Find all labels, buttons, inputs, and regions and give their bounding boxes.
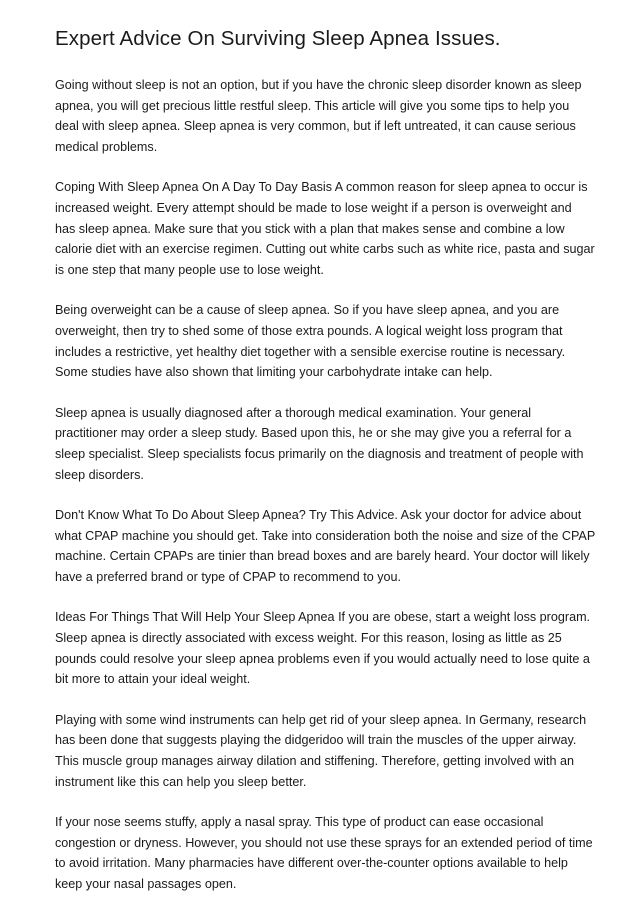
document-title: Expert Advice On Surviving Sleep Apnea Issues. bbox=[55, 27, 501, 50]
paragraph-overweight: Being overweight can be a cause of sleep apnea. So if you have sleep apnea, and you are overweight, then try to shed some of those extra pounds. A logical weight loss program that includes a restrictive, yet healthy diet together with a sensible exercise routine is necessary. Some studies have also shown that limiting your carbohydrate intake can help. bbox=[55, 303, 566, 380]
paragraph-coping: Coping With Sleep Apnea On A Day To Day Basis A common reason for sleep apnea to occur is increased weight. Every attempt should be made to lose weight if a person is overweight and has sleep apnea. Make sure that you stick with a plan that makes sense and combine a low calorie diet with an exercise regimen. Cutting out white carbs such as white rice, pasta and sugar is one step that many people use to lose weight. bbox=[55, 180, 595, 277]
paragraph-diagnosis: Sleep apnea is usually diagnosed after a thorough medical examination. Your general practitioner may order a sleep study. Based upon this, he or she may give you a referral for a sleep specialist. Sleep specialists focus primarily on the diagnosis and treatment of people with sleep disorders. bbox=[55, 405, 584, 482]
paragraph-intro: Going without sleep is not an option, but if you have the chronic sleep disorder known as sleep apnea, you will get precious little restful sleep. This article will give you some tips to help you deal with sleep apnea. Sleep apnea is very common, but if left untreated, it can cause serious medical problems. bbox=[55, 78, 582, 154]
paragraph-cpap: Don't Know What To Do About Sleep Apnea? Try This Advice. Ask your doctor for advice about what CPAP machine you should get. Take into consideration both the noise and size of the CPAP machine. Certain CPAPs are tinier than bread boxes and are barely heard. Your doctor will likely have a preferred brand or type of CPAP to recommend to you. bbox=[55, 508, 596, 584]
document-page bbox=[55, 24, 595, 915]
paragraph-nasal-spray: If your nose seems stuffy, apply a nasal spray. This type of product can ease occasional congestion or dryness. However, you should not use these sprays for an extended period of time to avoid irritation. Many pharmacies have different over-the-counter options available to help keep your nasal passages open. bbox=[55, 815, 593, 891]
paragraph-wind-instruments: Playing with some wind instruments can help get rid of your sleep apnea. In Germany, research has been done that suggests playing the didgeridoo will train the muscles of the upper airway. This muscle group manages airway dilation and stiffening. Therefore, getting involved with an instrument like this can help you sleep better. bbox=[55, 712, 587, 789]
paragraph-weight-loss: Ideas For Things That Will Help Your Sleep Apnea If you are obese, start a weight loss program. Sleep apnea is directly associated with excess weight. For this reason, losing as little as 25 pounds could resolve your sleep apnea problems even if you would actually need to lose quite a bit more to attain your ideal weight. bbox=[55, 610, 591, 687]
